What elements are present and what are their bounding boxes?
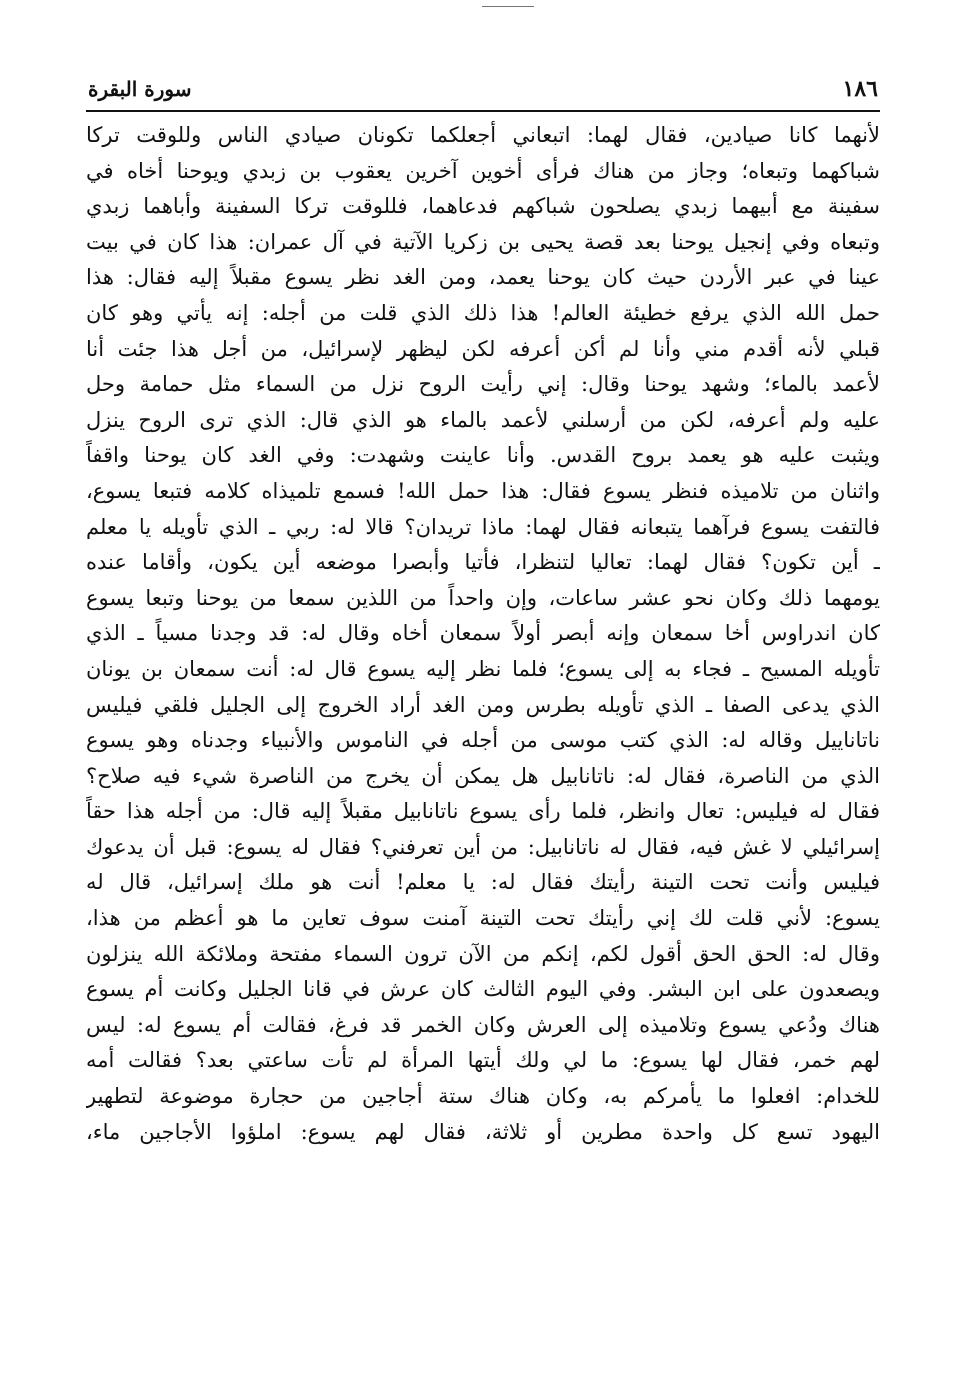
text-line: كان اندراوس أخا سمعان وإنه أبصر أولاً سمعان أخاه وقال له: قد وجدنا مسياً ـ الذي	[86, 621, 880, 646]
text-line: وقال له: الحق الحق أقول لكم، إنكم من الآن ترون السماء مفتحة وملائكة الله ينزلون	[86, 941, 880, 966]
text-line: قبلي لأنه أقدم مني وأنا لم أكن أعرفه لكن ليظهر لإسرائيل، من أجل هذا جئت أنا	[86, 336, 880, 361]
surah-title: سورة البقرة	[88, 77, 192, 101]
text-line: حمل الله الذي يرفع خطيئة العالم! هذا ذلك الذي قلت من أجله: إنه يأتي وهو كان	[86, 300, 880, 325]
text-line: ـ أين تكون؟ فقال لهما: تعاليا لتنظرا، فأتيا وأبصرا موضعه أين يكون، وأقاما عنده	[86, 550, 880, 575]
text-line: اليهود تسع كل واحدة مطرين أو ثلاثة، فقال لهم يسوع: املؤوا الأجاجين ماء،	[86, 1119, 880, 1144]
text-line: عينا في عبر الأردن حيث كان يوحنا يعمد، ومن الغد نظر يسوع مقبلاً إليه فقال: هذا	[86, 265, 880, 290]
text-line: وتبعاه وفي إنجيل يوحنا بعد قصة يحيى بن زكريا الآتية في آل عمران: هذا كان في بيت	[86, 229, 880, 254]
page-header	[86, 76, 880, 106]
text-line: يسوع: لأني قلت لك إني رأيتك تحت التينة آمنت سوف تعاين ما هو أعظم من هذا،	[86, 906, 880, 931]
text-line: عليه ولم أعرفه، لكن من أرسلني لأعمد بالماء هو الذي قال: الذي ترى الروح ينزل	[86, 407, 880, 432]
text-line: ويصعدون على ابن البشر. وفي اليوم الثالث كان عرش في قانا الجليل وكانت أم يسوع	[86, 977, 880, 1002]
text-line: لهم خمر، فقال لها يسوع: ما لي ولك أيتها المرأة لم تأت ساعتي بعد؟ فقالت أمه	[86, 1048, 880, 1073]
text-line: هناك ودُعي يسوع وتلاميذه إلى العرش وكان الخمر قد فرغ، فقالت أم يسوع له: ليس	[86, 1012, 880, 1037]
scan-top-mark	[482, 6, 534, 7]
text-line: لأعمد بالماء؛ وشهد يوحنا وقال: إني رأيت الروح نزل من السماء مثل حمامة وحل	[86, 372, 880, 397]
body-text	[86, 118, 880, 1150]
text-line: فقال له فيليس: تعال وانظر، فلما رأى يسوع ناتانابيل مقبلاً إليه قال: من أجله هذا حقاً	[86, 799, 880, 824]
text-line: فيليس وأنت تحت التينة رأيتك فقال له: يا معلم! أنت هو ملك إسرائيل، قال له	[86, 870, 880, 895]
text-line: للخدام: افعلوا ما يأمركم به، وكان هناك ستة أجاجين من حجارة موضوعة لتطهير	[86, 1084, 880, 1109]
text-line: ناتاناييل وقاله له: الذي كتب موسى من أجله في الناموس والأنبياء وجدناه وهو يسوع	[86, 728, 880, 753]
text-line: إسرائيلي لا غش فيه، فقال له ناتانابيل: من أين تعرفني؟ فقال له يسوع: قبل أن يدعوك	[86, 834, 880, 859]
header-rule	[86, 110, 880, 112]
text-line: واثنان من تلاميذه فنظر يسوع فقال: هذا حمل الله! فسمع تلميذاه كلامه فتبعا يسوع،	[86, 478, 880, 503]
page-number: ١٨٦	[842, 76, 878, 102]
text-line: يومهما ذلك وكان نحو عشر ساعات، وإن واحداً من اللذين سمعا من يوحنا وتبعا يسوع	[86, 585, 880, 610]
text-line: فالتفت يسوع فرآهما يتبعانه فقال لهما: ماذا تريدان؟ قالا له: ربي ـ الذي تأويله يا معلم	[86, 514, 880, 539]
text-line: سفينة مع أبيهما زبدي يصلحون شباكهم فدعاهما، فللوقت تركا السفينة وأباهما زبدي	[86, 194, 880, 219]
text-line: لأنهما كانا صيادين، فقال لهما: اتبعاني أجعلكما تكونان صيادي الناس وللوقت تركا	[86, 123, 880, 147]
text-line: تأويله المسيح ـ فجاء به إلى يسوع؛ فلما نظر إليه يسوع قال له: أنت سمعان بن يونان	[86, 656, 880, 681]
text-line: شباكهما وتبعاه؛ وجاز من هناك فرأى أخوين آخرين يعقوب بن زبدي ويوحنا أخاه في	[86, 158, 880, 183]
text-line: الذي يدعى الصفا ـ الذي تأويله بطرس ومن الغد أراد الخروج إلى الجليل فلقي فيليس	[86, 692, 880, 717]
text-line: الذي من الناصرة، فقال له: ناتانابيل هل يمكن أن يخرج من الناصرة شيء فيه صلاح؟	[86, 763, 880, 788]
text-line: ويثبت عليه هو يعمد بروح القدس. وأنا عاينت وشهدت: وفي الغد كان يوحنا واقفاً	[86, 443, 880, 468]
